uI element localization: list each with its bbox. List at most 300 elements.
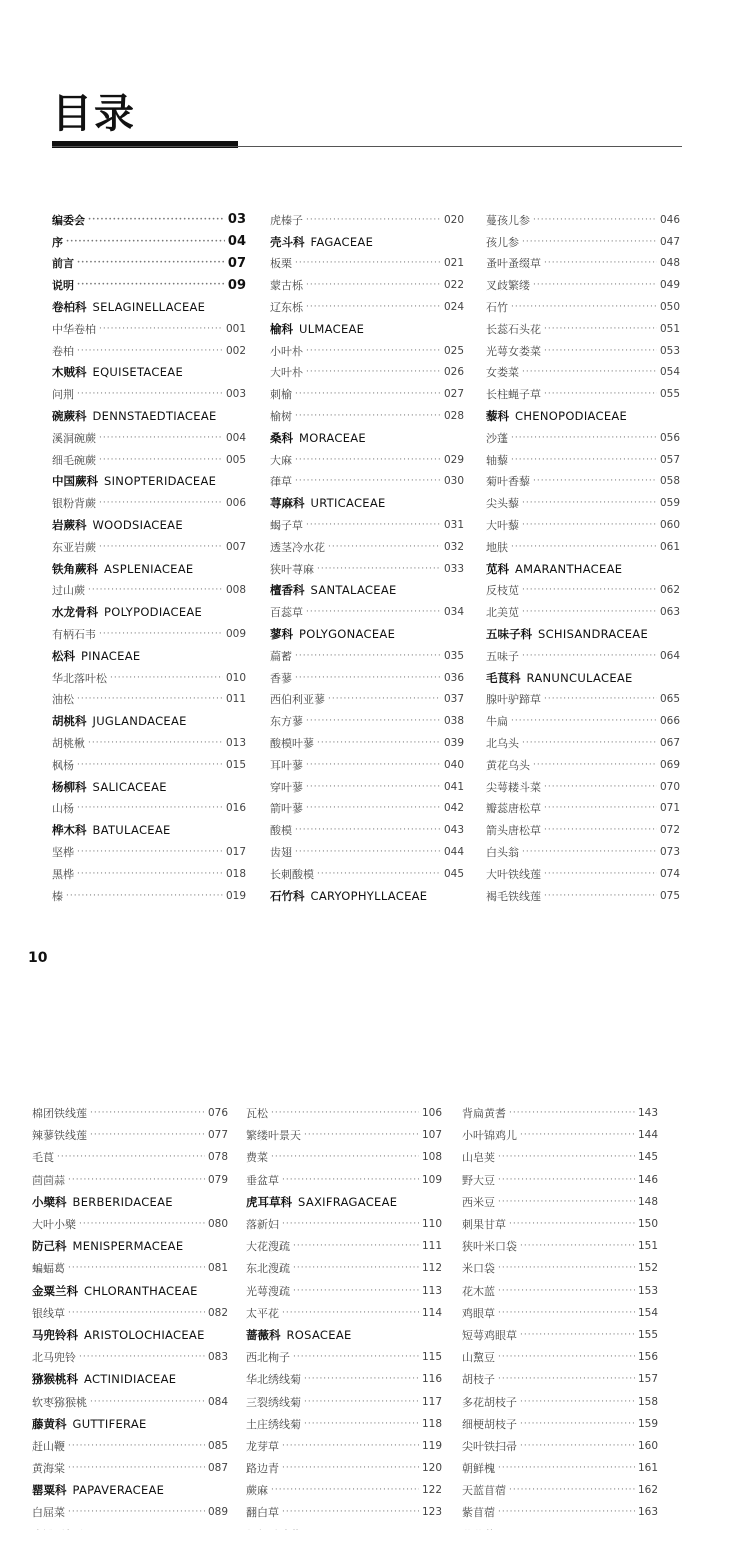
dot-leader: [498, 1286, 635, 1296]
family-latin-name: BATULACEAE: [92, 823, 171, 838]
entry-name: 黄海棠: [32, 1462, 65, 1476]
toc-species-entry: [32, 1390, 228, 1412]
family-latin-name: MENISPERMACEAE: [72, 1239, 184, 1254]
family-chinese-name: 铁角蕨科: [52, 561, 98, 576]
entry-name: 蒙古栎: [270, 279, 303, 293]
dot-leader: [509, 1108, 635, 1118]
entry-page-number: 084: [207, 1395, 228, 1408]
dot-leader: [271, 1152, 419, 1162]
entry-page-number: 063: [659, 606, 680, 619]
entry-page-number: 110: [421, 1218, 442, 1231]
entry-page-number: 04: [227, 234, 246, 250]
entry-name: 繁缕叶景天: [246, 1129, 301, 1143]
page-number: 10: [28, 950, 48, 966]
dot-leader: [306, 302, 441, 312]
dot-leader: [328, 694, 441, 704]
family-latin-name: ASPLENIACEAE: [104, 561, 194, 576]
entry-name: 胡桃楸: [52, 737, 85, 751]
toc-species-entry: [270, 558, 464, 580]
toc-species-entry: [462, 1280, 658, 1302]
entry-page-number: 07: [227, 255, 246, 271]
toc-family-heading: [270, 231, 464, 253]
toc-front-matter-entry: [52, 274, 246, 296]
family-latin-name: SANTALACEAE: [310, 583, 397, 598]
dot-leader: [304, 1419, 419, 1429]
toc-family-heading: [52, 514, 246, 536]
entry-name: 溪洞碗蕨: [52, 431, 96, 445]
toc-species-entry: [52, 340, 246, 362]
dot-leader: [306, 716, 441, 726]
family-latin-name: SINOPTERIDACEAE: [104, 474, 217, 489]
dot-leader: [77, 258, 225, 268]
toc-family-heading: [486, 405, 680, 427]
toc-species-entry: [246, 1235, 442, 1257]
entry-name: 前言: [52, 257, 74, 271]
dot-leader: [99, 455, 223, 465]
entry-name: 女娄菜: [486, 366, 519, 380]
toc-species-entry: [486, 754, 680, 776]
toc-front-matter-entry: [52, 209, 246, 231]
toc-species-entry: [246, 1435, 442, 1457]
toc-species-entry: [52, 449, 246, 471]
dot-leader: [498, 1352, 635, 1362]
dot-leader: [511, 716, 657, 726]
dot-leader: [295, 673, 441, 683]
dot-leader: [520, 1130, 635, 1140]
entry-page-number: 083: [207, 1351, 228, 1364]
entry-name: 长柱蝇子草: [486, 388, 541, 402]
toc-species-entry: [52, 383, 246, 405]
entry-name: 狭叶荨麻: [270, 562, 314, 576]
toc-species-entry: [52, 689, 246, 711]
dot-leader: [544, 258, 657, 268]
entry-page-number: 049: [659, 279, 680, 292]
entry-page-number: 107: [421, 1129, 442, 1142]
family-chinese-name: 碗蕨科: [52, 409, 87, 424]
family-latin-name: GUTTIFERAE: [72, 1416, 147, 1431]
entry-page-number: 150: [637, 1218, 658, 1231]
entry-page-number: 073: [659, 846, 680, 858]
toc-species-entry: [462, 1324, 658, 1346]
dot-leader: [77, 760, 223, 770]
entry-name: 白屈菜: [32, 1506, 65, 1520]
entry-name: 狭叶米口袋: [462, 1240, 517, 1254]
entry-page-number: 118: [421, 1417, 442, 1430]
entry-name: 翻白草: [246, 1506, 279, 1520]
entry-page-number: 010: [225, 671, 246, 684]
dot-leader: [68, 1175, 205, 1185]
toc-page1-column-3: [486, 209, 680, 907]
family-chinese-name: 岩蕨科: [52, 518, 87, 533]
dot-leader: [306, 760, 441, 770]
entry-page-number: 019: [225, 889, 246, 902]
toc-species-entry: [270, 449, 464, 471]
toc-page2-column-3: [462, 1102, 658, 1546]
entry-name: 菊叶香藜: [486, 475, 530, 489]
dot-leader: [110, 673, 223, 683]
family-chinese-name: 榆科: [270, 321, 293, 336]
toc-family-heading: [270, 318, 464, 340]
entry-page-number: 002: [225, 344, 246, 357]
entry-name: 东方蓼: [270, 715, 303, 729]
dot-leader: [79, 1219, 205, 1229]
toc-species-entry: [270, 253, 464, 275]
dot-leader: [498, 1463, 635, 1473]
entry-name: 茴茴蒜: [32, 1173, 65, 1187]
entry-page-number: 061: [659, 540, 680, 553]
entry-name: 东亚岩蕨: [52, 540, 96, 554]
entry-name: 耳叶蓼: [270, 758, 303, 772]
entry-page-number: 114: [421, 1306, 442, 1319]
dot-leader: [511, 433, 657, 443]
toc-species-entry: [486, 253, 680, 275]
family-chinese-name: 苋科: [486, 561, 509, 576]
toc-species-entry: [486, 689, 680, 711]
entry-page-number: 057: [659, 453, 680, 466]
entry-page-number: 044: [443, 846, 464, 858]
entry-page-number: 039: [443, 737, 464, 750]
toc-species-entry: [32, 1213, 228, 1235]
entry-page-number: 038: [443, 715, 464, 728]
entry-name: 长刺酸模: [270, 867, 314, 881]
toc-family-heading: [270, 623, 464, 645]
entry-name: 西北栒子: [246, 1351, 290, 1365]
family-chinese-name: 蓼科: [270, 627, 293, 642]
dot-leader: [328, 542, 441, 552]
entry-name: 山皂荚: [462, 1151, 495, 1165]
entry-page-number: 158: [637, 1395, 658, 1408]
entry-page-number: 089: [207, 1506, 228, 1519]
entry-page-number: 011: [225, 693, 246, 706]
dot-leader: [57, 1152, 205, 1162]
entry-name: 费菜: [246, 1151, 268, 1165]
dot-leader: [282, 1463, 419, 1473]
entry-name: 酸模: [270, 824, 292, 838]
entry-name: 野大豆: [462, 1173, 495, 1187]
family-latin-name: POLYGONACEAE: [299, 627, 396, 642]
entry-name: 榛: [52, 889, 63, 903]
entry-name: 瓣蕊唐松草: [486, 802, 541, 816]
entry-name: 蕨麻: [246, 1484, 268, 1498]
entry-name: 五味子: [486, 649, 519, 663]
dot-leader: [306, 782, 441, 792]
toc-species-entry: [486, 776, 680, 798]
entry-name: 榆树: [270, 410, 292, 424]
toc-family-heading: [52, 362, 246, 384]
toc-family-heading: [270, 427, 464, 449]
toc-species-entry: [32, 1257, 228, 1279]
toc-species-entry: [462, 1390, 658, 1412]
toc-species-entry: [270, 514, 464, 536]
dot-leader: [295, 258, 441, 268]
family-chinese-name: 五味子科: [486, 627, 532, 642]
dot-leader: [533, 280, 657, 290]
dot-leader: [68, 1263, 205, 1273]
entry-page-number: 159: [637, 1417, 658, 1430]
entry-name: 序: [52, 235, 63, 249]
toc-species-entry: [246, 1390, 442, 1412]
entry-name: 枫杨: [52, 758, 74, 772]
dot-leader: [522, 651, 657, 661]
toc-species-entry: [246, 1302, 442, 1324]
entry-name: 大叶藜: [486, 519, 519, 533]
entry-name: 叉歧繁缕: [486, 279, 530, 293]
toc-species-entry: [462, 1191, 658, 1213]
entry-name: 反枝苋: [486, 584, 519, 598]
toc-family-heading: [32, 1368, 228, 1390]
dot-leader: [509, 1485, 635, 1495]
entry-name: 米口袋: [462, 1262, 495, 1276]
entry-name: 短萼鸡眼草: [462, 1328, 517, 1342]
toc-family-heading: [32, 1324, 228, 1346]
toc-species-entry: [246, 1280, 442, 1302]
toc-family-heading: [52, 645, 246, 667]
dot-leader: [533, 476, 657, 486]
entry-page-number: 163: [637, 1506, 658, 1519]
entry-page-number: 017: [225, 846, 246, 858]
entry-name: 坚桦: [52, 846, 74, 859]
dot-leader: [282, 1219, 419, 1229]
toc-species-entry: [52, 885, 246, 907]
entry-name: 说明: [52, 279, 74, 293]
entry-page-number: 076: [207, 1107, 228, 1120]
toc-species-entry: [486, 732, 680, 754]
dot-leader: [282, 1308, 419, 1318]
family-latin-name: SELAGINELLACEAE: [92, 300, 206, 315]
toc-species-entry: [52, 841, 246, 863]
toc-species-entry: [462, 1213, 658, 1235]
dot-leader: [295, 651, 441, 661]
entry-name: 编委会: [52, 213, 85, 227]
toc-family-heading: [270, 580, 464, 602]
entry-name: 长蕊石头花: [486, 322, 541, 336]
family-chinese-name: 马兜铃科: [32, 1327, 78, 1342]
dot-leader: [520, 1241, 635, 1251]
entry-name: 问荆: [52, 388, 74, 402]
entry-page-number: 116: [421, 1373, 442, 1386]
toc-species-entry: [52, 798, 246, 820]
toc-species-entry: [486, 536, 680, 558]
dot-leader: [90, 1108, 205, 1118]
toc-species-entry: [486, 318, 680, 340]
entry-name: 多花胡枝子: [462, 1395, 517, 1409]
entry-page-number: 119: [421, 1439, 442, 1452]
entry-name: 天蓝苜蓿: [462, 1484, 506, 1498]
entry-page-number: 032: [443, 540, 464, 553]
entry-name: 黄花乌头: [486, 758, 530, 772]
entry-name: 腺叶驴蹄草: [486, 693, 541, 707]
toc-species-entry: [32, 1457, 228, 1479]
dot-leader: [271, 1108, 419, 1118]
toc-species-entry: [270, 776, 464, 798]
dot-leader: [293, 1241, 419, 1251]
toc-species-entry: [270, 732, 464, 754]
entry-name: 白头翁: [486, 846, 519, 859]
toc-species-entry: [486, 383, 680, 405]
dot-leader: [295, 411, 441, 421]
dot-leader: [90, 1130, 205, 1140]
toc-species-entry: [32, 1346, 228, 1368]
entry-page-number: 144: [637, 1129, 658, 1142]
entry-page-number: 050: [659, 301, 680, 314]
toc-species-entry: [52, 732, 246, 754]
family-chinese-name: 木贼科: [52, 365, 87, 380]
dot-leader: [68, 1308, 205, 1318]
entry-name: 齿翅: [270, 846, 292, 859]
entry-page-number: 054: [659, 366, 680, 379]
family-chinese-name: 胡桃科: [52, 714, 87, 729]
dot-leader: [306, 367, 441, 377]
entry-page-number: 060: [659, 519, 680, 532]
entry-page-number: 109: [421, 1173, 442, 1186]
family-latin-name: BERBERIDACEAE: [72, 1194, 173, 1209]
entry-name: 垂盆草: [246, 1173, 279, 1187]
dot-leader: [498, 1507, 635, 1517]
entry-page-number: 027: [443, 388, 464, 401]
family-chinese-name: 荨麻科: [270, 496, 305, 511]
entry-name: 北乌头: [486, 737, 519, 751]
family-chinese-name: 桑科: [270, 430, 293, 445]
family-latin-name: RANUNCULACEAE: [526, 670, 633, 685]
toc-family-heading: [486, 558, 680, 580]
dot-leader: [520, 1330, 635, 1340]
dot-leader: [544, 324, 657, 334]
entry-name: 光萼溲疏: [246, 1284, 290, 1298]
toc-species-entry: [462, 1479, 658, 1501]
entry-page-number: 081: [207, 1262, 228, 1275]
entry-page-number: 069: [659, 758, 680, 771]
entry-name: 酸模叶蓼: [270, 737, 314, 751]
entry-name: 瓦松: [246, 1107, 268, 1121]
entry-name: 地肤: [486, 540, 508, 554]
toc-species-entry: [270, 362, 464, 384]
entry-name: 箭叶蓼: [270, 802, 303, 816]
toc-species-entry: [486, 514, 680, 536]
family-chinese-name: 桦木科: [52, 823, 87, 838]
toc-species-entry: [486, 710, 680, 732]
toc-species-entry: [32, 1501, 228, 1523]
toc-species-entry: [270, 798, 464, 820]
entry-page-number: 062: [659, 584, 680, 597]
toc-species-entry: [246, 1213, 442, 1235]
toc-family-heading: [52, 819, 246, 841]
toc-species-entry: [462, 1302, 658, 1324]
toc-family-heading: [52, 471, 246, 493]
toc-species-entry: [52, 863, 246, 885]
dot-leader: [306, 607, 441, 617]
toc-species-entry: [486, 798, 680, 820]
entry-page-number: 080: [207, 1218, 228, 1231]
toc-species-entry: [486, 209, 680, 231]
toc-species-entry: [462, 1501, 658, 1523]
entry-page-number: 071: [659, 802, 680, 815]
entry-name: 落新妇: [246, 1218, 279, 1232]
entry-name: 香蓼: [270, 671, 292, 685]
family-latin-name: DENNSTAEDTIACEAE: [92, 409, 217, 424]
toc-family-heading: [52, 601, 246, 623]
entry-page-number: 070: [659, 780, 680, 793]
toc-species-entry: [270, 340, 464, 362]
toc-species-entry: [32, 1435, 228, 1457]
entry-name: 山杨: [52, 802, 74, 816]
entry-name: 西伯利亚蓼: [270, 693, 325, 707]
entry-page-number: 064: [659, 649, 680, 662]
entry-name: 路边青: [246, 1462, 279, 1476]
family-chinese-name: 虎耳草科: [246, 1194, 292, 1209]
toc-species-entry: [270, 689, 464, 711]
entry-page-number: 09: [227, 277, 246, 293]
entry-page-number: 003: [225, 388, 246, 401]
entry-page-number: 040: [443, 758, 464, 771]
dot-leader: [306, 280, 441, 290]
entry-name: 背扁黄耆: [462, 1107, 506, 1121]
entry-page-number: 021: [443, 257, 464, 270]
dot-leader: [544, 825, 657, 835]
entry-name: 有柄石韦: [52, 628, 96, 642]
toc-species-entry: [52, 492, 246, 514]
toc-species-entry: [246, 1102, 442, 1124]
toc-species-entry: [270, 645, 464, 667]
entry-name: 蚤叶蚤缀草: [486, 257, 541, 271]
entry-name: 三裂绣线菊: [246, 1395, 301, 1409]
entry-page-number: 029: [443, 453, 464, 466]
toc-family-heading: [32, 1280, 228, 1302]
entry-name: 山黧豆: [462, 1351, 495, 1365]
dot-leader: [68, 1441, 205, 1451]
toc-family-heading: [52, 558, 246, 580]
toc-species-entry: [486, 427, 680, 449]
family-chinese-name: 防己科: [32, 1239, 67, 1254]
dot-leader: [544, 891, 657, 901]
toc-species-entry: [52, 580, 246, 602]
entry-name: 石竹: [486, 301, 508, 315]
entry-name: 华北绣线菊: [246, 1373, 301, 1387]
family-chinese-name: 卷柏科: [52, 300, 87, 315]
entry-name: 紫苜蓿: [462, 1506, 495, 1520]
entry-page-number: 055: [659, 388, 680, 401]
family-latin-name: PAPAVERACEAE: [72, 1483, 165, 1498]
toc-species-entry: [246, 1169, 442, 1191]
toc-species-entry: [486, 492, 680, 514]
family-chinese-name: 藤黄科: [32, 1416, 67, 1431]
entry-page-number: 045: [443, 867, 464, 880]
entry-page-number: 153: [637, 1284, 658, 1297]
entry-page-number: 078: [207, 1151, 228, 1164]
dot-leader: [522, 237, 657, 247]
entry-name: 辣蓼铁线莲: [32, 1129, 87, 1143]
page-bottom-crop: [0, 1530, 750, 1546]
family-chinese-name: 藜科: [486, 409, 509, 424]
dot-leader: [99, 324, 223, 334]
family-latin-name: JUGLANDACEAE: [92, 714, 187, 729]
family-latin-name: EQUISETACEAE: [92, 365, 184, 380]
family-latin-name: FAGACEAE: [310, 234, 374, 249]
dot-leader: [520, 1441, 635, 1451]
family-chinese-name: 檀香科: [270, 583, 305, 598]
entry-page-number: 113: [421, 1284, 442, 1297]
entry-page-number: 006: [225, 497, 246, 510]
entry-page-number: 013: [225, 737, 246, 750]
dot-leader: [522, 738, 657, 748]
toc-species-entry: [270, 601, 464, 623]
entry-name: 蔓孩儿参: [486, 213, 530, 227]
entry-page-number: 024: [443, 301, 464, 314]
toc-species-entry: [486, 449, 680, 471]
entry-name: 大叶朴: [270, 366, 303, 380]
family-latin-name: ULMACEAE: [299, 321, 365, 336]
entry-page-number: 007: [225, 540, 246, 553]
dot-leader: [522, 367, 657, 377]
